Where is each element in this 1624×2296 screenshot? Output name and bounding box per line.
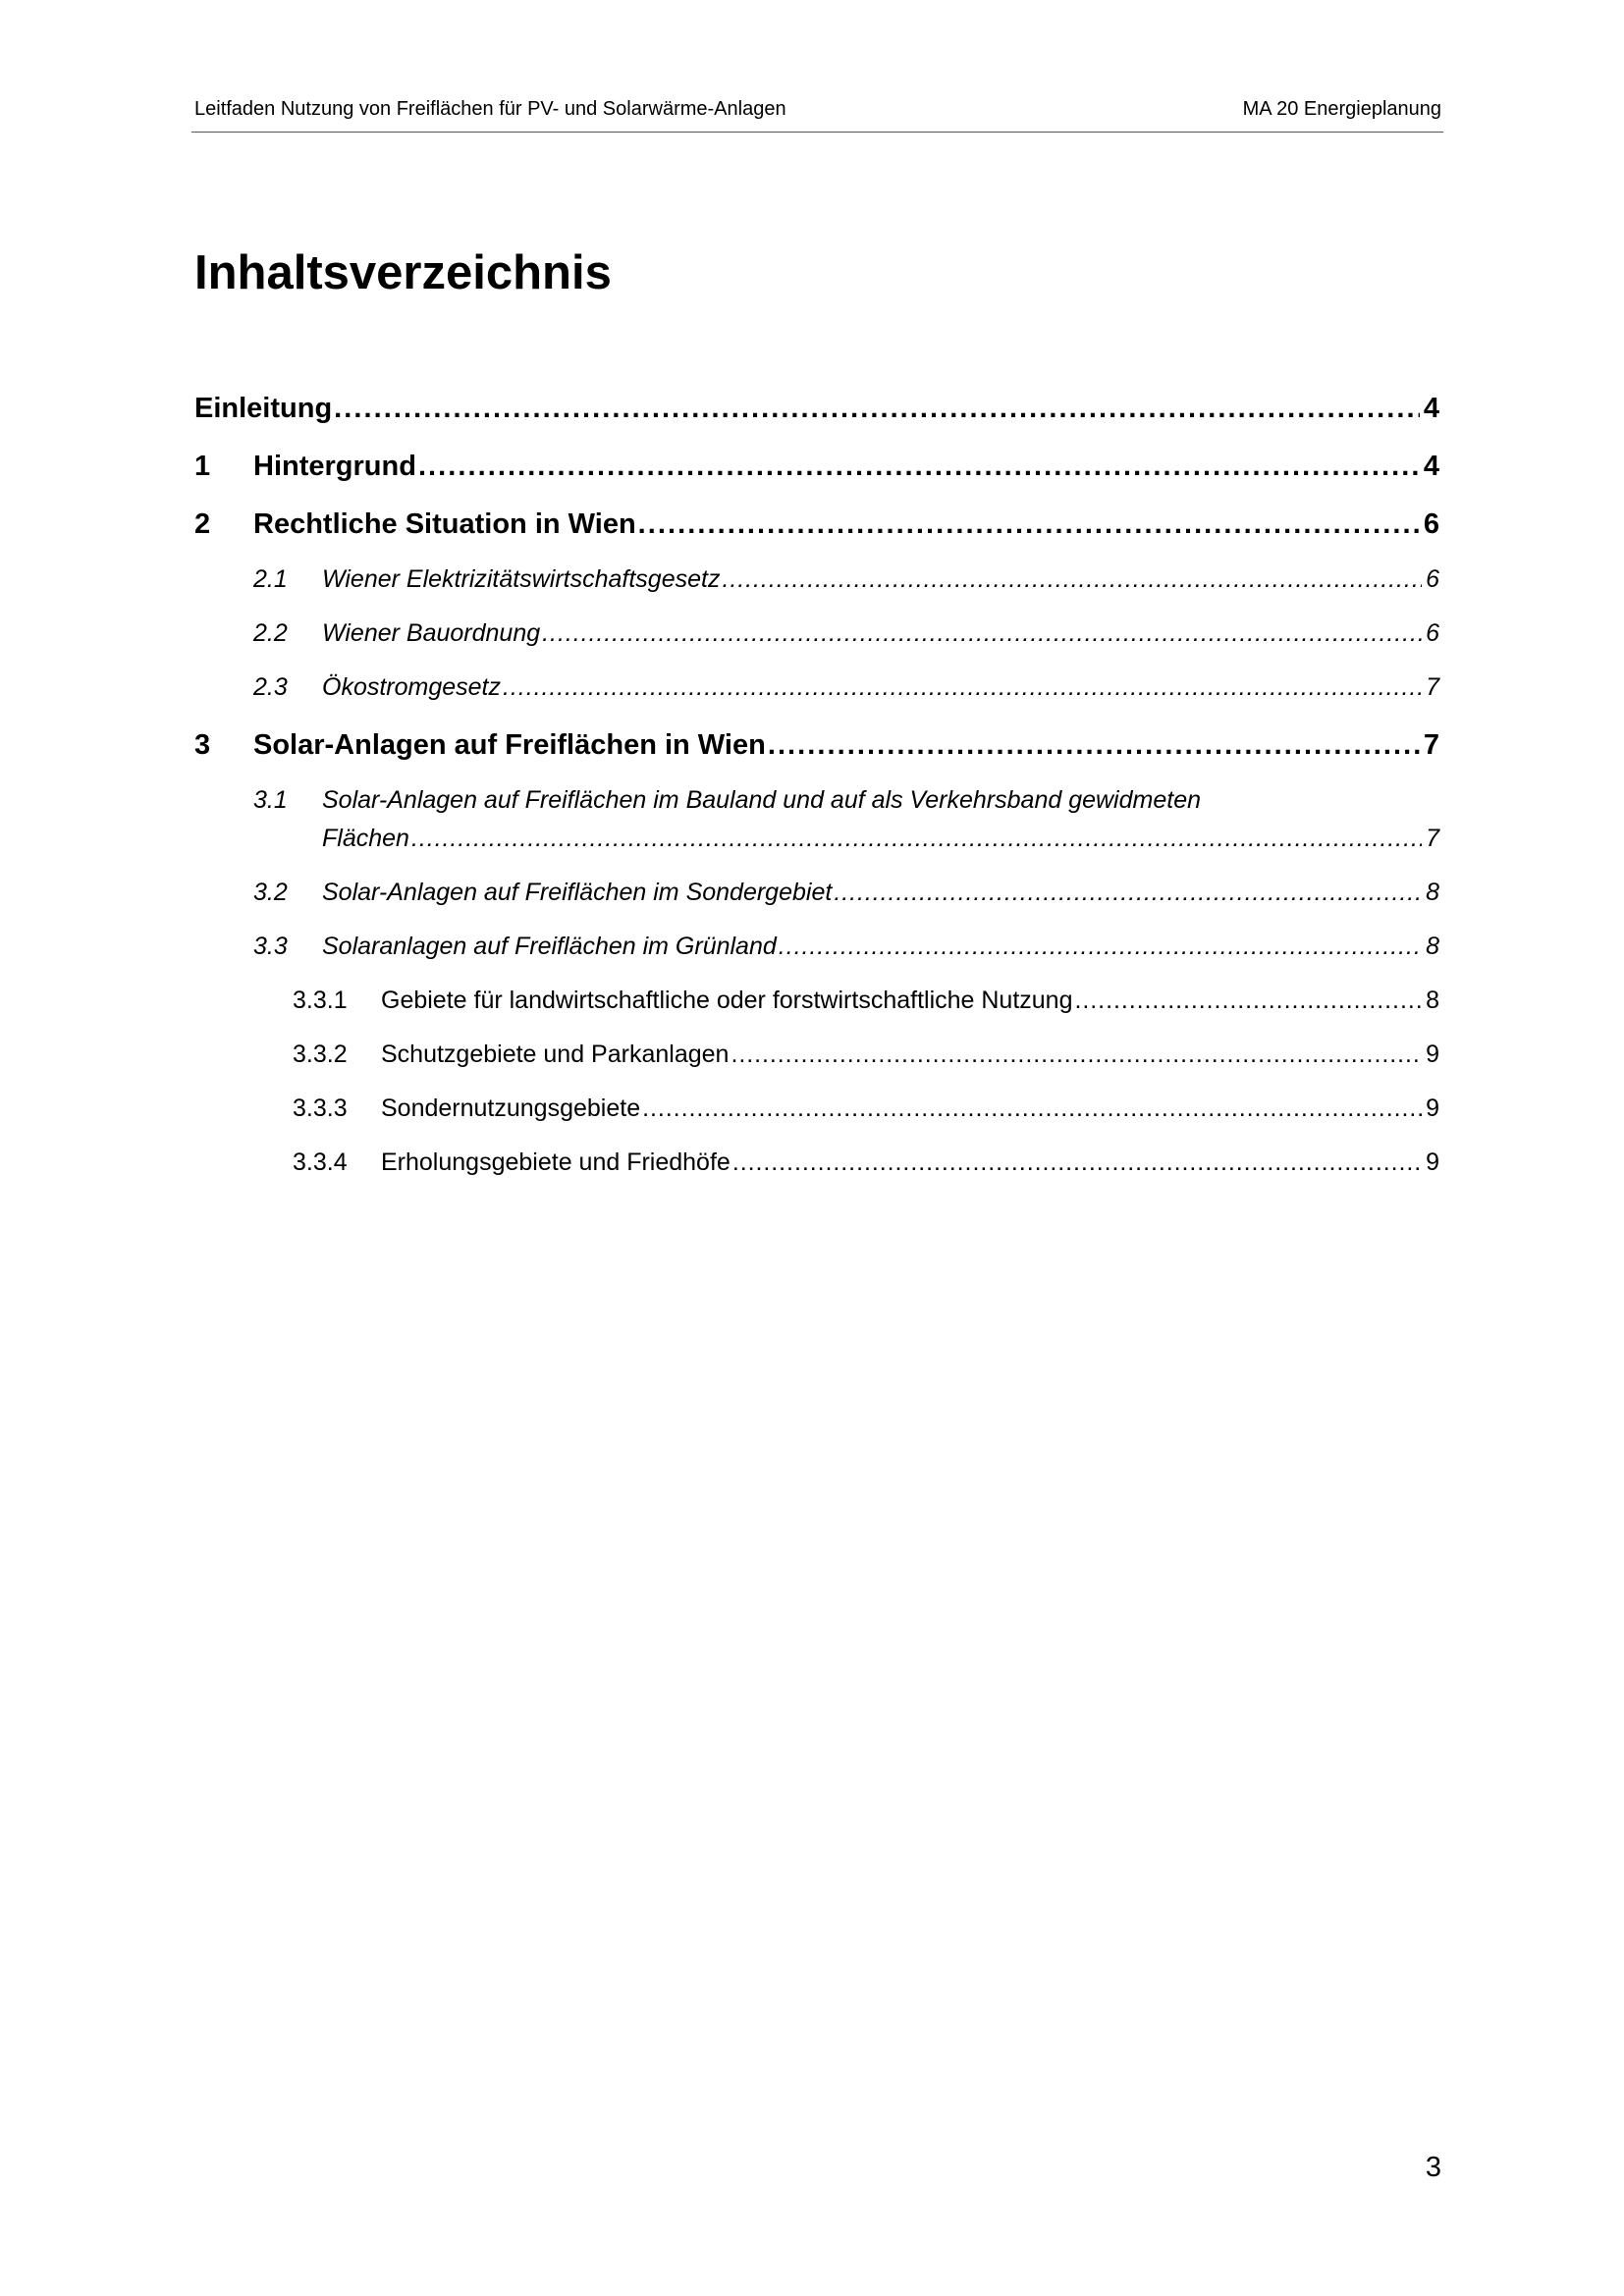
toc-entry-einleitung[interactable] <box>194 391 1439 426</box>
toc-entry-text: Rechtliche Situation in Wien <box>253 508 636 540</box>
toc-entry-1[interactable] <box>194 449 1439 484</box>
toc-entry-text: Gebiete für landwirtschaftliche oder forstwirtschaftliche Nutzung <box>381 987 1073 1014</box>
toc-page-number: 7 <box>1423 729 1439 761</box>
toc-dot-leader <box>542 617 1422 649</box>
toc-entry-number: 3.3.1 <box>293 987 348 1014</box>
toc-entry-3-3-2[interactable] <box>293 1039 1439 1070</box>
toc-page-number: 9 <box>1426 1148 1439 1176</box>
toc-entry-text: Einleitung <box>194 393 333 424</box>
toc-entry-3-3[interactable] <box>253 931 1439 962</box>
toc-dot-leader <box>503 671 1422 703</box>
toc-entry-number: 2.2 <box>253 619 288 647</box>
toc-entry-text: Wiener Bauordnung <box>322 619 541 647</box>
toc-entry-3-1-line2[interactable] <box>322 823 1439 854</box>
toc-entry-number: 3.2 <box>253 879 288 906</box>
toc-entry-3-3-4[interactable] <box>293 1147 1439 1178</box>
toc-entry-3-1-line1[interactable] <box>253 784 1201 816</box>
toc-entry-text: Solar-Anlagen auf Freiflächen in Wien <box>253 729 766 761</box>
toc-dot-leader <box>642 1093 1422 1124</box>
toc-dot-leader <box>768 727 1420 763</box>
header-rule <box>191 132 1443 133</box>
toc-page-number: 6 <box>1423 508 1439 540</box>
toc-page-number: 7 <box>1426 673 1439 701</box>
toc-dot-leader <box>732 1147 1422 1178</box>
toc-entry-text: Hintergrund <box>253 451 416 482</box>
toc-entry-2[interactable] <box>194 507 1439 542</box>
running-header-title: Leitfaden Nutzung von Freiflächen für PV- und Solarwärme-Anlagen <box>194 98 786 120</box>
toc-entry-text: Schutzgebiete und Parkanlagen <box>381 1041 730 1068</box>
toc-entry-3-3-3[interactable] <box>293 1093 1439 1124</box>
page-number: 3 <box>1425 2152 1441 2183</box>
toc-dot-leader <box>638 507 1420 542</box>
toc-page-number: 8 <box>1426 987 1439 1014</box>
toc-entry-number: 3 <box>194 729 211 761</box>
toc-entry-text: Sondernutzungsgebiete <box>381 1095 641 1122</box>
toc-entry-text: Ökostromgesetz <box>322 673 502 701</box>
toc-dot-leader <box>411 823 1422 854</box>
toc-page-number: 6 <box>1426 619 1439 647</box>
toc-dot-leader <box>779 931 1422 962</box>
toc-entry-2-3[interactable] <box>253 671 1439 703</box>
running-header-department: MA 20 Energieplanung <box>1242 98 1441 120</box>
toc-entry-3-2[interactable] <box>253 877 1439 908</box>
toc-entry-number: 3.3 <box>253 933 288 960</box>
toc-dot-leader <box>834 877 1422 908</box>
toc-entry-text: Erholungsgebiete und Friedhöfe <box>381 1148 731 1176</box>
toc-entry-3[interactable] <box>194 727 1439 763</box>
toc-entry-text: Solaranlagen auf Freiflächen im Grünland <box>322 933 777 960</box>
toc-page-number: 9 <box>1426 1041 1439 1068</box>
toc-entry-number: 1 <box>194 451 211 482</box>
toc-entry-text: Solar-Anlagen auf Freiflächen im Sondergebiet <box>322 879 833 906</box>
toc-page-number: 4 <box>1423 393 1439 424</box>
toc-entry-number: 3.1 <box>253 786 288 814</box>
toc-entry-text: Solar-Anlagen auf Freiflächen im Bauland und auf als Verkehrsband gewidmeten <box>322 786 1201 814</box>
toc-heading: Inhaltsverzeichnis <box>194 246 612 299</box>
toc-entry-2-2[interactable] <box>253 617 1439 649</box>
toc-entry-number: 2 <box>194 508 211 540</box>
toc-dot-leader <box>722 563 1422 595</box>
toc-entry-number: 3.3.3 <box>293 1095 348 1122</box>
toc-entry-text: Flächen <box>322 825 409 852</box>
toc-page-number: 8 <box>1426 933 1439 960</box>
toc-page-number: 4 <box>1423 451 1439 482</box>
toc-entry-text: Wiener Elektrizitätswirtschaftsgesetz <box>322 565 721 593</box>
toc-entry-number: 2.1 <box>253 565 288 593</box>
toc-entry-2-1[interactable] <box>253 563 1439 595</box>
toc-dot-leader <box>731 1039 1422 1070</box>
toc-entry-number: 3.3.2 <box>293 1041 348 1068</box>
toc-page-number: 8 <box>1426 879 1439 906</box>
toc-dot-leader <box>418 449 1420 484</box>
toc-page-number: 7 <box>1426 825 1439 852</box>
toc-entry-number: 2.3 <box>253 673 288 701</box>
toc-page-number: 6 <box>1426 565 1439 593</box>
toc-entry-number: 3.3.4 <box>293 1148 348 1176</box>
toc-dot-leader <box>334 391 1420 426</box>
toc-dot-leader <box>1075 985 1423 1016</box>
toc-entry-3-3-1[interactable] <box>293 985 1439 1016</box>
toc-page-number: 9 <box>1426 1095 1439 1122</box>
